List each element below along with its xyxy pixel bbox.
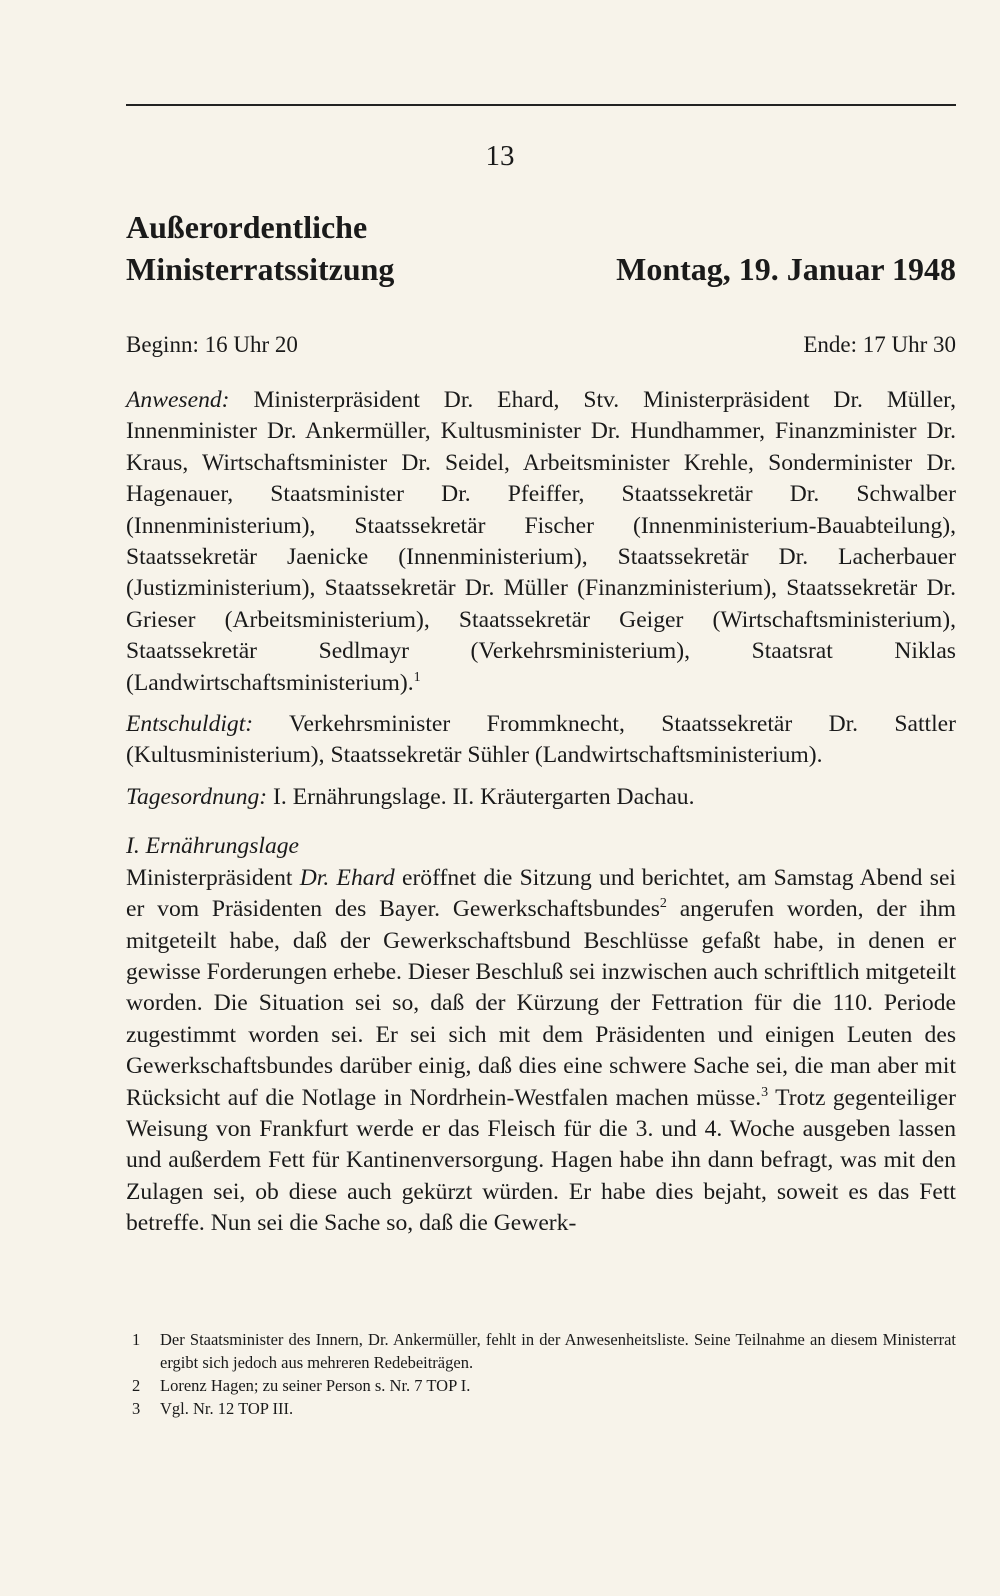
meeting-date: Montag, 19. Januar 1948 xyxy=(616,251,956,287)
begin-time: Beginn: 16 Uhr 20 xyxy=(126,332,298,357)
header-rule xyxy=(126,104,956,106)
agenda-label: Tagesordnung: xyxy=(126,783,268,810)
section-heading: I. Ernährungslage xyxy=(126,833,300,860)
excused-label: Entschuldigt: xyxy=(126,711,254,738)
footnote-ref-1[interactable]: 1 xyxy=(413,669,421,685)
title-line-1: Außerordentliche xyxy=(126,209,368,245)
footnote-number: 1 xyxy=(132,1330,141,1349)
excused-text: Verkehrsminister Frommknecht, Staatssekretär Dr. Sattler (Kultusministerium), Staatssekretär Sühler (Landwirtschaftsministerium). xyxy=(126,711,956,769)
attendance-text: Ministerpräsident Dr. Ehard, Stv. Ministerpräsident Dr. Müller, Innenminister Dr. Ankermüller, Kultusminister Dr. Hundhammer, Finanzminister Dr. Kraus, Wirtschaftsminister Dr. Seidel, Arbeitsminister Krehle, Sonderminister Dr. Hagenauer, Staatsminister Dr. Pfeiffer, Staatssekretär Dr. Schwalber (Innenministerium), Staatssekretär Fischer (Innenministerium-Bauabteilung), Staatssekretär Jaenicke (Innenministerium), Staatssekretär Dr. Lacherbauer (Justizministerium), Staatssekretär Dr. Müller (Finanzministerium), Staatssekretär Dr. Grieser (Arbeitsministerium), Staatssekretär Geiger (Wirtschaftsministerium), Staatssekretär Sedlmayr (Verkehrsministerium), Staatsrat Niklas (Landwirtschaftsministerium). xyxy=(126,387,956,696)
section-text-3: angerufen worden, der ihm mitgeteilt habe, daß der Gewerkschaftsbund Beschlüsse gefaßt habe, in denen er gewisse Forderungen erhebe. Dieser Beschluß sei inzwischen auch schriftlich mitgeteilt worden. Die Situation sei so, daß der Kürzung der Fettration für die 110. Periode zugestimmt worden sei. Er sei sich mit dem Präsidenten und einigen Leuten des Gewerkschaftsbundes darüber einig, daß dies eine schwere Sache sei, die man aber mit Rücksicht auf die Notlage in Nordrhein-Westfalen machen müsse. xyxy=(126,896,956,1111)
section-paragraph xyxy=(126,863,956,1240)
footnote-text: Lorenz Hagen; zu seiner Person s. Nr. 7 TOP I. xyxy=(160,1376,471,1395)
section-text-4: Trotz gegenteiliger Weisung von Frankfurt werde er das Fleisch für die 3. und 4. Woche ausgeben lassen und außerdem Fett für Kantinenversorgung. Hagen habe ihn dann befragt, was mit den Zulagen sei, ob diese auch gekürzt würden. Er habe dies bejaht, soweit es das Fett betreffe. Nun sei die Sache so, daß die Gewerk- xyxy=(126,1084,956,1237)
agenda-text: I. Ernährungslage. II. Kräutergarten Dachau. xyxy=(267,783,695,810)
agenda-paragraph xyxy=(126,782,956,813)
attendance-paragraph xyxy=(126,385,956,699)
end-time: Ende: 17 Uhr 30 xyxy=(803,332,956,357)
footnote-text: Der Staatsminister des Innern, Dr. Ankermüller, fehlt in der Anwesenheitsliste. Seine Teilnahme an diesem Ministerrat ergibt sich jedoch aus mehreren Redebeiträgen. xyxy=(160,1330,956,1372)
footnote-2 xyxy=(126,1374,956,1397)
footnote-ref-3[interactable]: 3 xyxy=(761,1084,769,1100)
attendance-label: Anwesend: xyxy=(126,387,230,413)
document-number: 13 xyxy=(485,140,515,172)
meeting-times xyxy=(126,330,956,360)
title-block xyxy=(126,206,956,290)
title-line-2: Ministerratssitzung xyxy=(126,251,395,287)
footnote-3 xyxy=(126,1397,956,1420)
footnote-text: Vgl. Nr. 12 TOP III. xyxy=(160,1399,294,1418)
footnote-ref-2[interactable]: 2 xyxy=(659,896,667,912)
footnote-number: 2 xyxy=(132,1376,141,1395)
section-text-2: eröffnet die Sitzung und berichtet, am Samstag Abend sei er vom Präsidenten des Bayer. Gewerkschaftsbundes xyxy=(126,864,956,923)
footnote-1 xyxy=(126,1328,956,1374)
body-text xyxy=(126,385,956,1240)
footnotes xyxy=(126,1328,956,1420)
footnote-number: 3 xyxy=(132,1399,141,1418)
section-text-1: Ministerpräsident xyxy=(126,864,300,891)
excused-paragraph xyxy=(126,709,956,772)
speaker-name: Dr. Ehard xyxy=(299,864,395,891)
